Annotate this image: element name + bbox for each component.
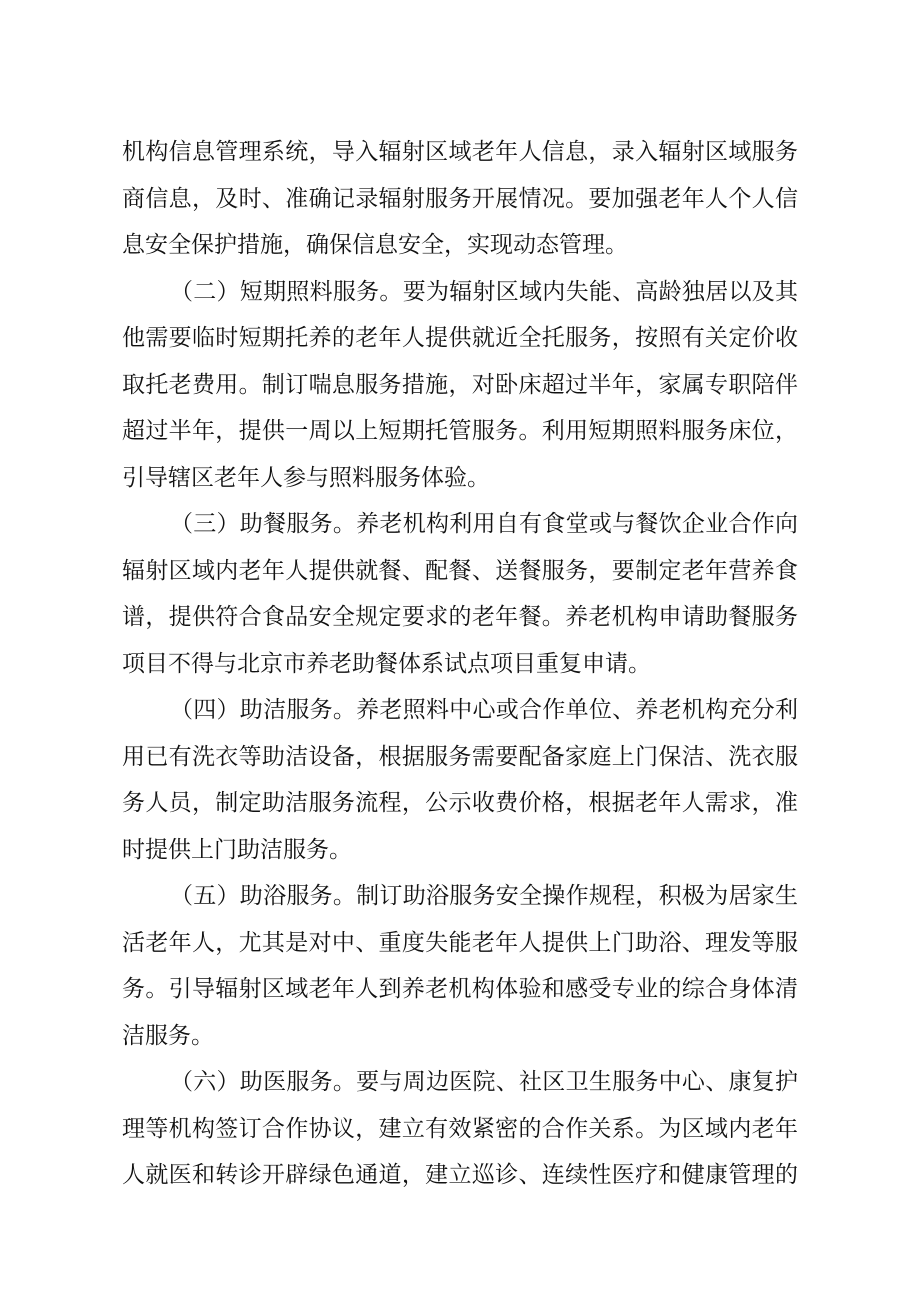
- paragraph-start-line: （四）助洁服务。养老照料中心或合作单位、养老机构充分利: [170, 697, 798, 723]
- text-line: 取托老费用。制订喘息服务措施，对卧床超过半年，家属专职陪伴: [122, 372, 798, 398]
- text-line: 理等机构签订合作协议，建立有效紧密的合作关系。为区域内老年: [122, 1116, 798, 1142]
- paragraph-start-line: （二）短期照料服务。要为辐射区域内失能、高龄独居以及其: [170, 279, 798, 305]
- text-line: 务。引导辐射区域老年人到养老机构体验和感受专业的综合身体清: [122, 976, 798, 1002]
- text-line: 引导辖区老年人参与照料服务体验。: [122, 465, 490, 491]
- text-line: 谱，提供符合食品安全规定要求的老年餐。养老机构申请助餐服务: [122, 604, 798, 630]
- text-line: 辐射区域内老年人提供就餐、配餐、送餐服务，要制定老年营养食: [122, 558, 798, 584]
- text-line: 用已有洗衣等助洁设备，根据服务需要配备家庭上门保洁、洗衣服: [122, 744, 798, 770]
- text-line: 项目不得与北京市养老助餐体系试点项目重复申请。: [122, 651, 651, 677]
- text-line: 活老年人，尤其是对中、重度失能老年人提供上门助浴、理发等服: [122, 930, 798, 956]
- text-line: 他需要临时短期托养的老年人提供就近全托服务，按照有关定价收: [122, 325, 798, 351]
- paragraph-start-line: （三）助餐服务。养老机构利用自有食堂或与餐饮企业合作向: [170, 511, 798, 537]
- text-line: 超过半年，提供一周以上短期托管服务。利用短期照料服务床位，: [122, 418, 798, 444]
- paragraph-start-line: （五）助浴服务。制订助浴服务安全操作规程，积极为居家生: [170, 883, 798, 909]
- text-line: 务人员，制定助洁服务流程，公示收费价格，根据老年人需求，准: [122, 790, 798, 816]
- text-line: 人就医和转诊开辟绿色通道，建立巡诊、连续性医疗和健康管理的: [122, 1162, 798, 1188]
- text-line: 时提供上门助洁服务。: [122, 837, 352, 863]
- text-line: 商信息，及时、准确记录辐射服务开展情况。要加强老年人个人信: [122, 186, 798, 212]
- paragraph-start-line: （六）助医服务。要与周边医院、社区卫生服务中心、康复护: [170, 1069, 798, 1095]
- text-line: 机构信息管理系统，导入辐射区域老年人信息，录入辐射区域服务: [122, 139, 798, 165]
- text-line: 息安全保护措施，确保信息安全，实现动态管理。: [122, 232, 628, 258]
- text-line: 洁服务。: [122, 1023, 214, 1049]
